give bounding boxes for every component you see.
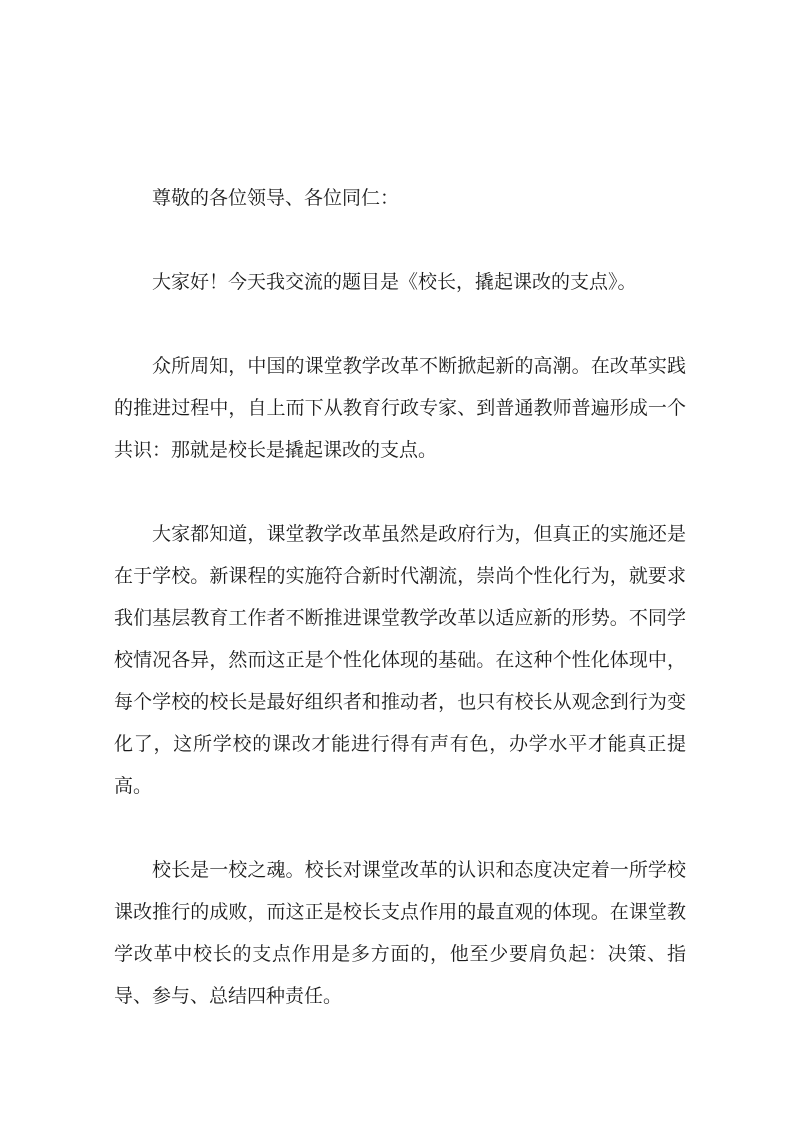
paragraph-body-1: 众所周知，中国的课堂教学改革不断掀起新的高潮。在改革实践的推进过程中，自上而下从教育行政专家、到普通教师普遍形成一个共识：那就是校长是撬起课改的支点。 xyxy=(114,356,686,461)
paragraph-salutation: 尊敬的各位领导、各位同仁： xyxy=(152,188,400,209)
paragraph-greeting: 大家好！今天我交流的题目是《校长，撬起课改的支点》。 xyxy=(152,272,637,293)
paragraph-body-3: 校长是一校之魂。校长对课堂改革的认识和态度决定着一所学校课改推行的成败，而这正是校长支点作用的最直观的体现。在课堂教学改革中校长的支点作用是多方面的，他至少要肩负起：决策、指导、参与、总结四种责任。 xyxy=(114,860,686,1007)
paragraph-body-2: 大家都知道，课堂教学改革虽然是政府行为，但真正的实施还是在于学校。新课程的实施符合新时代潮流，崇尚个性化行为，就要求我们基层教育工作者不断推进课堂教学改革以适应新的形势。不同学校情况各异，然而这正是个性化体现的基础。在这种个性化体现中，每个学校的校长是最好组织者和推动者，也只有校长从观念到行为变化了，这所学校的课改才能进行得有声有色，办学水平才能真正提高。 xyxy=(114,524,686,797)
document-body xyxy=(114,178,686,1018)
